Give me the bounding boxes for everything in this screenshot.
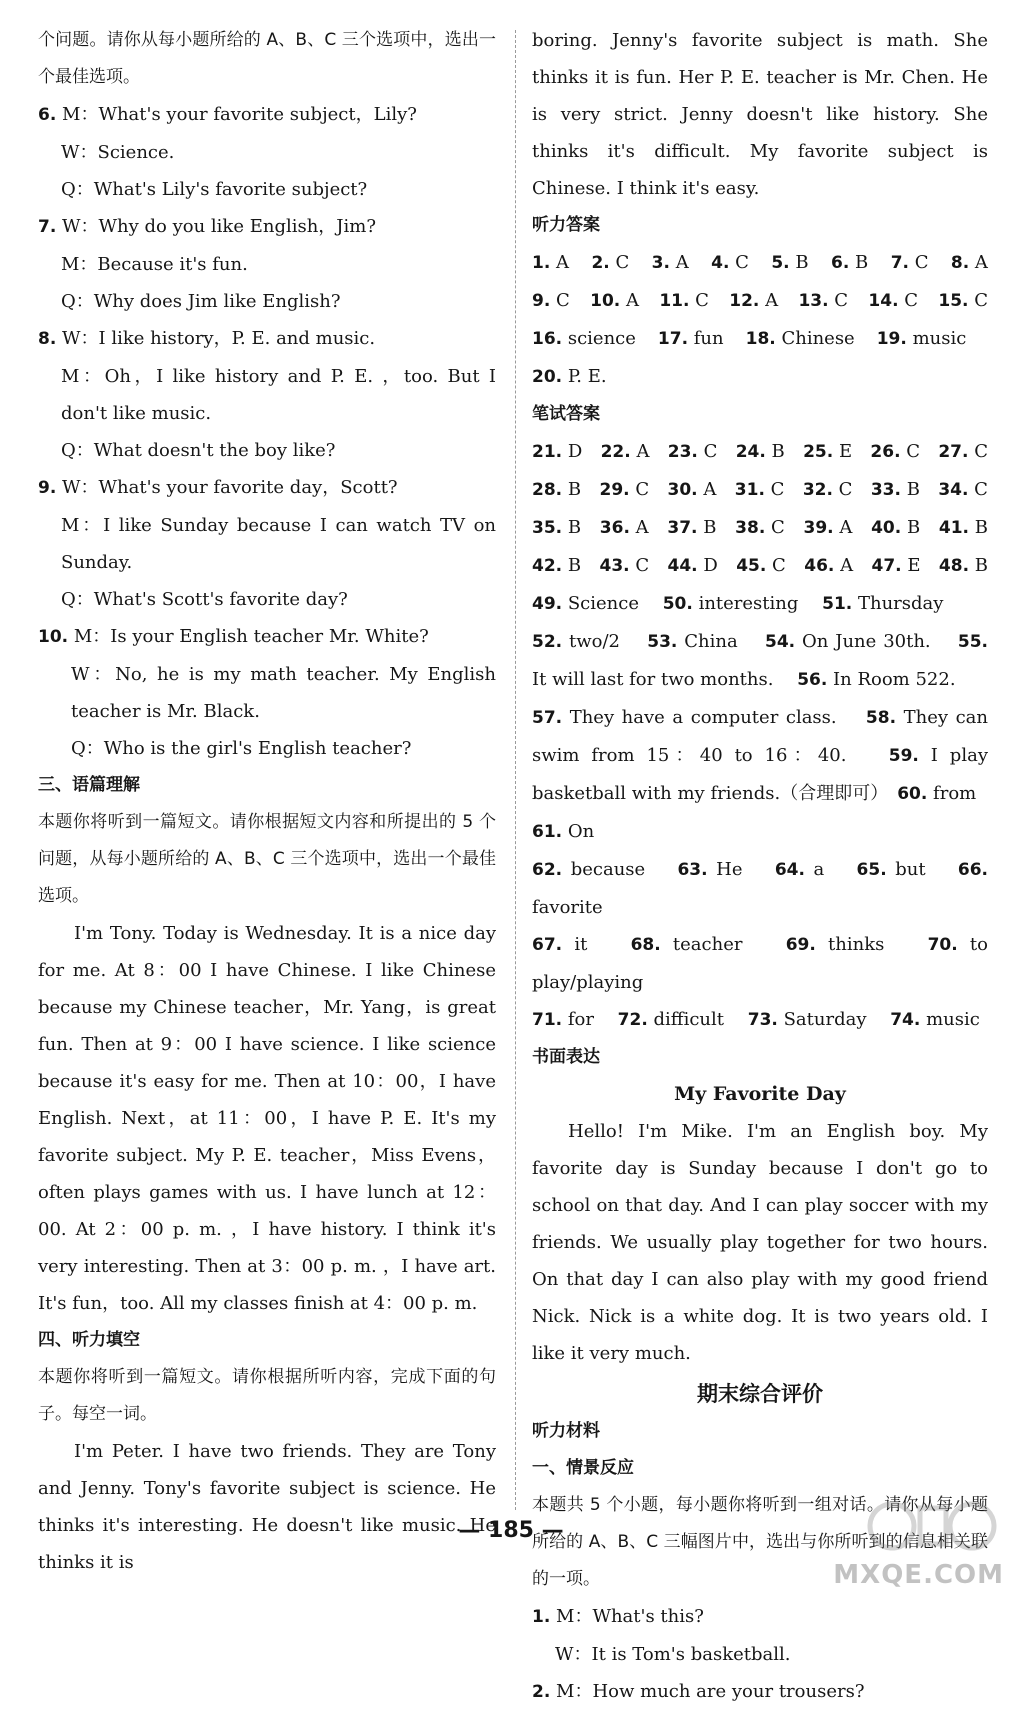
final-review-title: 期末综合评价 <box>697 1382 823 1406</box>
dialog-number: 9. <box>38 478 57 498</box>
answer-item <box>599 471 649 509</box>
answer-item <box>532 282 570 320</box>
answer-item <box>771 244 808 282</box>
answer-number: 4. <box>711 253 730 273</box>
passage-continued: boring. Jenny's favorite subject is math. She thinks it is fun. Her P. E. teacher is Mr. Chen. He is very strict. Jenny doesn't like history. She thinks it's difficult. My favorite subject is Chinese. I think it's easy. <box>532 30 988 199</box>
answer-value: P. E. <box>562 366 607 387</box>
essay-title: My Favorite Day <box>674 1083 846 1105</box>
answer-value: D <box>562 441 583 462</box>
answer-item <box>951 244 988 282</box>
answer-value: C <box>629 555 650 576</box>
answer-value: B <box>969 555 988 576</box>
answer-value: B <box>849 252 869 273</box>
answer-item <box>736 547 786 585</box>
answer-item <box>939 509 988 547</box>
answer-number: 27. <box>938 442 969 462</box>
answer-row <box>532 282 988 320</box>
section-3-passage: I'm Tony. Today is Wednesday. It is a nice day for me. At 8：00 I have Chinese. I like Chinese because my Chinese teacher，Mr. Yang，is great fun. Then at 9：00 I have science. I like science because it's easy for me. Then at 10：00，I have English. Next，at 11：00，I have P. E. It's my favorite subject. My P. E. teacher，Miss Evens，often plays games with us. I have lunch at 12：00. At 2：00 p. m. ，I have history. I think it's very interesting. Then at 3：00 p. m. ，I have art. It's fun，too. All my classes finish at 4：00 p. m. <box>38 923 496 1314</box>
answer-value: B <box>789 252 809 273</box>
answer-number: 47. <box>871 556 902 576</box>
answer-number: 25. <box>803 442 834 462</box>
dialog-9-m: M：I like Sunday because I can watch TV on Sunday. <box>61 515 496 573</box>
answer-item <box>804 509 853 547</box>
right-column <box>532 22 995 1711</box>
answer-number: 29. <box>599 480 630 500</box>
answer-item <box>532 358 607 396</box>
written-answer-line: 52. two/2 53. China 54. On June 30th. 55. It will last for two months. 56. In Room 522. <box>532 631 989 690</box>
answer-row <box>532 358 988 396</box>
answer-number: 34. <box>938 480 969 500</box>
answer-number: 31. <box>734 480 765 500</box>
answer-value: C <box>609 252 630 273</box>
dialog-number: 10. <box>38 627 69 647</box>
answer-item <box>668 471 717 509</box>
dialog-8-w: 8. W：I like history，P. E. and music. <box>38 328 376 349</box>
answer-number: 5. <box>771 253 790 273</box>
listening-material-title: 听力材料 <box>532 1421 600 1441</box>
answer-number: 22. <box>600 442 631 462</box>
answer-value: C <box>766 555 786 576</box>
answer-number: 43. <box>599 556 630 576</box>
answer-value: B <box>562 517 582 538</box>
answer-item <box>668 433 718 471</box>
answer-number: 42. <box>532 556 563 576</box>
answer-item <box>532 244 569 282</box>
answer-item <box>735 509 785 547</box>
written-answer-line: 62. because 63. He 64. a 65. but 66. favorite <box>532 859 988 918</box>
answer-item <box>532 433 582 471</box>
answer-value: C <box>968 441 988 462</box>
answer-number: 9. <box>532 291 551 311</box>
answer-value: C <box>729 252 749 273</box>
answer-number: 26. <box>870 442 901 462</box>
answer-item <box>938 282 988 320</box>
dialog-7-m: M：Because it's fun. <box>61 254 248 275</box>
section-4-passage: I'm Peter. I have two friends. They are Tony and Jenny. Tony's favorite subject is science. He thinks it's interesting. He doesn't like music. He thinks it is <box>38 1441 496 1573</box>
answer-item <box>803 471 853 509</box>
left-column <box>38 22 496 1581</box>
answer-number: 41. <box>938 518 970 538</box>
answer-value: C <box>828 290 849 311</box>
answer-item <box>870 433 920 471</box>
section-1-desc: 本题共 5 个小题，每小题你将听到一组对话。请你从每小题所给的 A、B、C 三幅图片中，选出与你所听到的信息相关联的一项。 <box>532 1495 988 1589</box>
dialog-10-q: Q：Who is the girl's English teacher? <box>71 738 412 759</box>
answer-item <box>667 509 716 547</box>
answer-number: 33. <box>870 480 901 500</box>
answer-number: 21. <box>532 442 563 462</box>
answer-value: C <box>900 441 921 462</box>
written-answer-line: 67. it 68. teacher 69. thinks 70. to play/playing <box>532 934 988 993</box>
answer-item <box>668 547 718 585</box>
answer-value: C <box>832 479 853 500</box>
answer-number: 23. <box>667 442 698 462</box>
essay-body: Hello! I'm Mike. I'm an English boy. My favorite day is Sunday because I don't go to school on that day. And I can play soccer with my friends. We usually play together for two hours. On that day I can also play with my good friend Nick. Nick is a white dog. It is two years old. I like it very much. <box>532 1121 988 1364</box>
answer-value: E <box>901 555 921 576</box>
answer-number: 1. <box>532 253 551 273</box>
dialog-6-q: Q：What's Lily's favorite subject? <box>61 179 368 200</box>
listening-answers-title: 听力答案 <box>532 215 600 235</box>
dialog-number: 8. <box>38 329 57 349</box>
answer-item <box>532 471 581 509</box>
q2-m: 2. M：How much are your trousers? <box>532 1681 865 1702</box>
answer-value: B <box>562 479 582 500</box>
section-3-desc: 本题你将听到一篇短文。请你根据短文内容和所提出的 5 个问题，从每小题所给的 A、B、C 三个选项中，选出一个最佳选项。 <box>38 812 496 906</box>
answer-value: A <box>669 252 689 273</box>
answer-number: 14. <box>868 291 899 311</box>
answer-value: B <box>697 517 717 538</box>
answer-value: B <box>562 555 582 576</box>
answer-value: Chinese <box>775 328 855 349</box>
answer-value: A <box>630 441 650 462</box>
answer-number: 39. <box>803 518 834 538</box>
dialog-9-w: 9. W：What's your favorite day，Scott? <box>38 477 398 498</box>
dialog-7-q: Q：Why does Jim like English? <box>61 291 341 312</box>
answer-value: A <box>759 290 779 311</box>
answer-item <box>872 547 921 585</box>
section-1-title: 一、情景反应 <box>532 1458 634 1478</box>
q1-m: 1. M：What's this? <box>532 1606 704 1627</box>
dialog-number: 6. <box>38 105 57 125</box>
answer-number: 7. <box>890 253 909 273</box>
answer-number: 6. <box>831 253 850 273</box>
writing-title: 书面表达 <box>532 1047 600 1067</box>
answer-value: A <box>550 252 570 273</box>
answer-value: science <box>562 328 636 349</box>
answer-item <box>532 509 581 547</box>
answer-item <box>532 320 636 358</box>
answer-value: A <box>834 555 854 576</box>
answer-value: fun <box>688 328 724 349</box>
answer-item <box>590 282 639 320</box>
answer-number: 12. <box>729 291 760 311</box>
answer-value: A <box>697 479 717 500</box>
answer-item <box>735 471 785 509</box>
answer-item <box>600 509 649 547</box>
answer-number: 44. <box>667 556 698 576</box>
column-divider <box>515 30 516 1510</box>
answer-number: 24. <box>735 442 766 462</box>
answer-item <box>871 471 920 509</box>
dialog-6-w: W：Science. <box>61 142 175 163</box>
answer-value: A <box>833 517 853 538</box>
answer-item <box>652 244 689 282</box>
answer-value: C <box>968 290 988 311</box>
answer-value: B <box>765 441 785 462</box>
answer-number: 36. <box>599 518 630 538</box>
answer-value: C <box>765 517 785 538</box>
answer-number: 35. <box>532 518 563 538</box>
answer-value: B <box>901 517 921 538</box>
answer-value: C <box>697 441 718 462</box>
answer-row <box>532 320 988 358</box>
answer-number: 11. <box>659 291 690 311</box>
answer-number: 38. <box>735 518 766 538</box>
page-number: — 185 — <box>458 1518 564 1543</box>
section-4-title: 四、听力填空 <box>38 1330 140 1350</box>
dialog-6-m: 6. M：What's your favorite subject，Lily? <box>38 104 417 125</box>
answer-value: B <box>900 479 920 500</box>
answer-value: C <box>689 290 709 311</box>
answer-number: 40. <box>871 518 902 538</box>
answer-item <box>729 282 778 320</box>
listening-answers <box>532 244 988 396</box>
answer-number: 18. <box>745 329 776 349</box>
answer-number: 37. <box>667 518 698 538</box>
answer-item <box>736 433 785 471</box>
answer-row <box>532 547 988 585</box>
answer-item <box>868 282 918 320</box>
answer-value: B <box>969 517 988 538</box>
section-4-desc: 本题你将听到一篇短文。请你根据所听内容，完成下面的句子。每空一词。 <box>38 1367 496 1424</box>
answer-item <box>938 471 988 509</box>
answer-item <box>871 509 920 547</box>
answer-value: C <box>550 290 570 311</box>
answer-value: D <box>697 555 718 576</box>
answer-number: 2. <box>591 253 610 273</box>
answer-number: 45. <box>736 556 767 576</box>
answer-number: 28. <box>532 480 563 500</box>
dialog-8-q: Q：What doesn't the boy like? <box>61 440 336 461</box>
answer-number: 20. <box>532 367 563 387</box>
answer-row <box>532 471 988 509</box>
answer-value: C <box>968 479 988 500</box>
answer-item <box>746 320 855 358</box>
written-answers-text <box>532 585 995 1039</box>
answer-value: E <box>833 441 853 462</box>
answer-item <box>599 547 649 585</box>
answer-item <box>877 320 967 358</box>
answer-number: 46. <box>804 556 835 576</box>
answer-item <box>659 282 709 320</box>
answer-item <box>711 244 749 282</box>
answer-number: 10. <box>590 291 621 311</box>
intro-text: 个问题。请你从每小题所给的 A、B、C 三个选项中，选出一个最佳选项。 <box>38 30 496 87</box>
answer-number: 15. <box>938 291 969 311</box>
written-answers-title: 笔试答案 <box>532 404 600 424</box>
answer-value: C <box>764 479 785 500</box>
answer-item <box>938 433 988 471</box>
dialog-7-w: 7. W：Why do you like English，Jim? <box>38 216 377 237</box>
answer-item <box>831 244 868 282</box>
answer-number: 32. <box>802 480 833 500</box>
answer-number: 8. <box>950 253 970 273</box>
answer-row <box>532 509 988 547</box>
answer-item <box>939 547 988 585</box>
written-answer-line: 71. for 72. difficult 73. Saturday 74. music <box>532 1009 980 1030</box>
answer-number: 16. <box>532 329 563 349</box>
answer-number: 30. <box>667 480 698 500</box>
answer-value: C <box>629 479 650 500</box>
dialog-8-m: M：Oh，I like history and P. E. ，too. But I don't like music. <box>61 366 496 424</box>
answer-number: 17. <box>657 329 689 349</box>
answer-item <box>803 433 852 471</box>
section-3-title: 三、语篇理解 <box>38 775 140 795</box>
answer-number: 48. <box>938 556 970 576</box>
answer-value: C <box>898 290 919 311</box>
answer-number: 13. <box>798 291 829 311</box>
written-answer-line: 57. They have a computer class. 58. They can swim from 15：40 to 16：40. 59. I play basketball with my friends.（合理即可） 60. from 61. On <box>532 707 995 842</box>
answer-row <box>532 433 988 471</box>
answer-number: 3. <box>651 253 670 273</box>
watermark-text: MXQE.COM <box>833 1560 1004 1590</box>
answer-item <box>804 547 853 585</box>
answer-item <box>601 433 650 471</box>
dialog-9-q: Q：What's Scott's favorite day? <box>61 589 348 610</box>
answer-value: A <box>620 290 639 311</box>
answer-item <box>658 320 724 358</box>
answer-item <box>798 282 848 320</box>
answer-item <box>532 547 581 585</box>
written-answers <box>532 433 988 585</box>
answer-value: A <box>629 517 649 538</box>
dialog-number: 7. <box>38 217 57 237</box>
q1-w: W：It is Tom's basketball. <box>555 1644 791 1665</box>
answer-row <box>532 244 988 282</box>
written-answer-line: 49. Science 50. interesting 51. Thursday <box>532 593 944 614</box>
answer-value: C <box>908 252 929 273</box>
dialog-10-m: 10. M：Is your English teacher Mr. White? <box>38 626 429 647</box>
answer-value: A <box>969 252 988 273</box>
answer-value: music <box>906 328 967 349</box>
answer-item <box>591 244 629 282</box>
dialog-10-w: W：No, he is my math teacher. My English teacher is Mr. Black. <box>71 664 496 722</box>
answer-item <box>891 244 929 282</box>
answer-number: 19. <box>876 329 907 349</box>
